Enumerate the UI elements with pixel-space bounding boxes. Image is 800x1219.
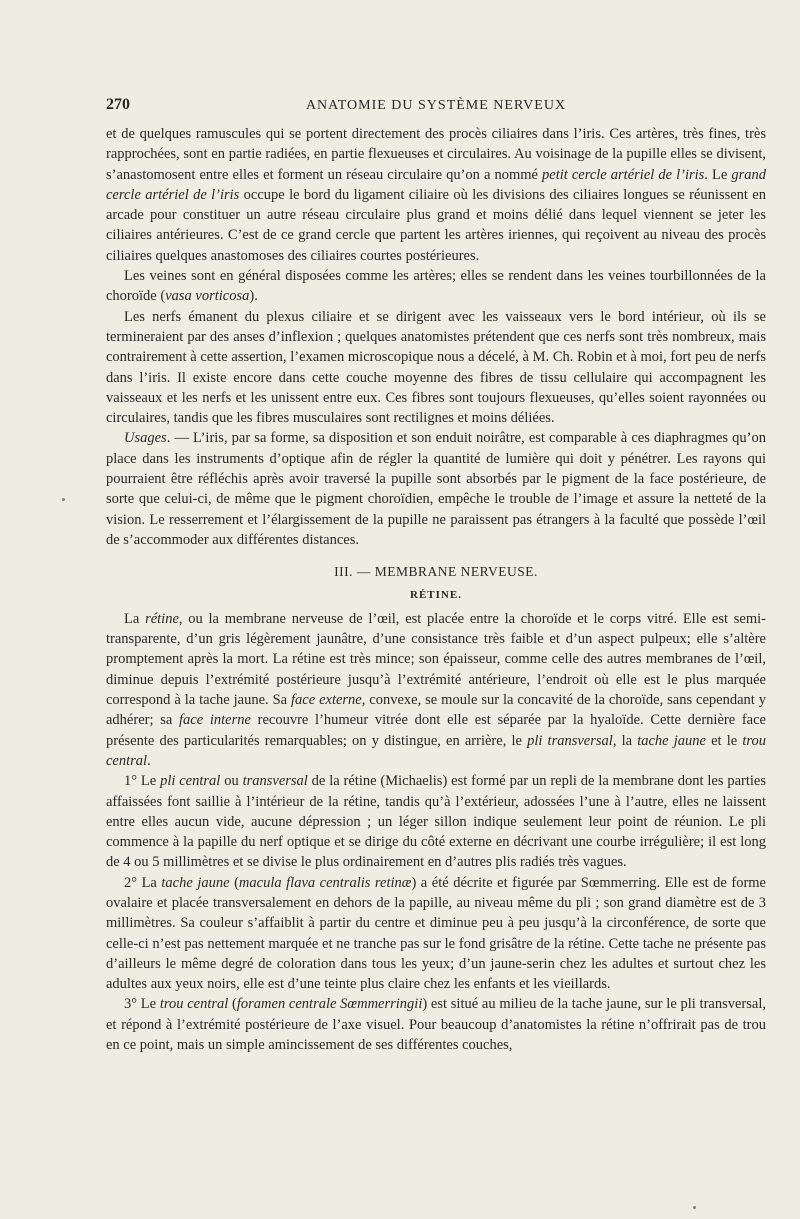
- paragraph-iris-veins: Les veines sont en général disposées comme les artères; elles se rendent dans les veines tourbillonnées de la choroïde (vasa vorticosa).: [106, 268, 766, 305]
- paragraph-iris-arteries: et de quelques ramuscules qui se portent directement des procès ciliaires dans l’iris. Ces artères, très fines, très rapprochées, sont en partie radiées, en partie flexueuses et circulaires. Au voisinage de la pupille elles se divisent, s’anastomosent entre elles et forment un réseau circulaire qu’on a nommé petit cercle artériel de l’iris. Le grand cercle artériel de l’iris occupe le bord du ligament ciliaire où les divisions des ciliaires longues se réunissent en arcade pour constituer un autre réseau circulaire plus grand et moins délié dans lequel viennent se jeter les ciliaires antérieures. C’est de ce grand cercle que partent les artères iriennes, qui reçoivent au niveau des procès ciliaires quelques anastomoses des ciliaires courtes postérieures.: [106, 126, 766, 264]
- paper-speck: [62, 498, 65, 501]
- term-trou-central: trou central: [106, 732, 766, 769]
- page-body: [106, 124, 766, 1055]
- term-usages: Usages: [124, 430, 167, 447]
- paragraph-trou-central: 3° Le trou central (foramen centrale Sœmmerringii) est situé au milieu de la tache jaune, sur le pli transversal, et répond à l’extrémité postérieure de l’axe visuel. Pour beaucoup d’anatomistes la rétine n’offrirait pas de trou en ce point, mais un simple amincissement de ses différentes couches,: [106, 996, 766, 1054]
- term-petit-cercle: petit cercle artériel de l’iris: [542, 166, 705, 183]
- term-transversal: transversal: [242, 773, 308, 790]
- page-header: [106, 96, 766, 118]
- paragraph-iris-usages: Usages. — L’iris, par sa forme, sa disposition et son enduit noirâtre, est comparable à ces diaphragmes qu’on place dans les instruments d’optique afin de régler la quantité de lumière qui doit y pénétrer. Les rayons qui pourraient être réfléchis après avoir traversé la pupille sont absorbés par le pigment de la face postérieure, de sorte que celui-ci, de même que le pigment choroïdien, empêche le trouble de l’image et assure la netteté de la vision. Le resserrement et l’élargissement de la pupille ne paraissent pas étrangers à la faculté que possède l’œil de s’accommoder aux différentes distances.: [106, 430, 766, 548]
- term-vasa-vorticosa: vasa vorticosa: [165, 288, 250, 305]
- term-retine: rétine: [145, 610, 179, 627]
- subsection-title: RÉTINE.: [410, 588, 462, 601]
- term-tache-jaune-2: tache jaune: [161, 874, 230, 891]
- term-tache-jaune: tache jaune: [637, 732, 706, 749]
- paragraph-pli-central: 1° Le pli central ou transversal de la rétine (Michaelis) est formé par un repli de la membrane dont les parties affaissées font saillie à l’intérieur de la rétine, tandis qu’à l’extérieur, adossées l’une à l’autre, elles ne laissent entre elles aucun vide, aucune dépression ; un léger sillon indique seulement leur point de réunion. Le pli commence à la papille du nerf optique et se dirige du côté externe en décrivant une courbe irrégulière; il est long de 4 ou 5 millimètres et se divise le plus ordinairement en d’autres plis radiés très vagues.: [106, 773, 766, 871]
- paragraph-tache-jaune: 2° La tache jaune (macula flava centralis retinæ) a été décrite et figurée par Sœmmerring. Elle est de forme ovalaire et placée transversalement en dehors de la papille, au niveau même du pli ; son grand diamètre est de 3 millimètres. Sa couleur s’affaiblit à partir du centre et diminue peu à peu jusqu’à la circonférence, de sorte que celle-ci n’est pas nettement marquée et ne tranche pas sur le fond grisâtre de la rétine. Cette tache ne présente pas d’ailleurs le même degré de coloration dans tous les yeux; d’un jaune-serin chez les adultes et surtout chez les adultes aux yeux noirs, elle est d’une teinte plus claire chez les enfants et les vieillards.: [106, 874, 766, 993]
- page-number: 270: [106, 96, 130, 113]
- paragraph-retina-intro: La rétine, ou la membrane nerveuse de l’œil, est placée entre la choroïde et le corps vitré. Elle est semi-transparente, d’un gris légèrement jaunâtre, d’une consistance très faible et d’un aspect pulpeux; elle s’altère promptement après la mort. La rétine est très mince; son épaisseur, comme celle des autres membranes de l’œil, diminue depuis l’extrémité postérieure jusqu’à l’extrémité antérieure, l’endroit où elle est le plus marquée correspond à la tache jaune. Sa face externe, convexe, se moule sur la concavité de la choroïde, sans cependant y adhérer; sa face interne recouvre l’humeur vitrée dont elle est séparée par la hyaloïde. Cette dernière face présente des particularités remarquables; on y distingue, en arrière, le pli transversal, la tache jaune et le trou central.: [106, 610, 767, 769]
- term-face-externe: face externe: [291, 692, 362, 709]
- paragraph-iris-nerves: Les nerfs émanent du plexus ciliaire et se dirigent avec les vaisseaux vers le bord intérieur, où ils se termineraient par des anses d’inflexion ; quelques anatomistes prétendent que ces nerfs sont très nombreux, mais contrairement à cette assertion, l’examen microscopique nous a décelé, à M. Ch. Robin et à moi, fort peu de nerfs dans l’iris. Il existe encore dans cette couche moyenne des fibres de tissu cellulaire qui accompagnent les vaisseaux et les nerfs et les unissent entre eux. Ces fibres sont toujours flexueuses, qu’elles soient rayonnées ou circulaires, tandis que les fibres musculaires sont rectilignes et moins déliées.: [106, 308, 766, 427]
- paper-speck: [693, 1206, 696, 1209]
- term-pli-central: pli central: [160, 773, 221, 790]
- term-macula-flava: macula flava centralis retinæ: [238, 874, 412, 891]
- term-grand-cercle: grand cercle artériel de l’iris: [106, 166, 766, 203]
- running-title: ANATOMIE DU SYSTÈME NERVEUX: [305, 98, 567, 113]
- term-trou-central-2: trou central: [159, 996, 229, 1013]
- term-face-interne: face interne: [178, 712, 251, 729]
- term-foramen-centrale: foramen centrale Sœmmerringii: [236, 996, 423, 1013]
- section-title: III. — MEMBRANE NERVEUSE.: [334, 564, 538, 580]
- term-pli-transversal: pli transversal: [527, 732, 613, 749]
